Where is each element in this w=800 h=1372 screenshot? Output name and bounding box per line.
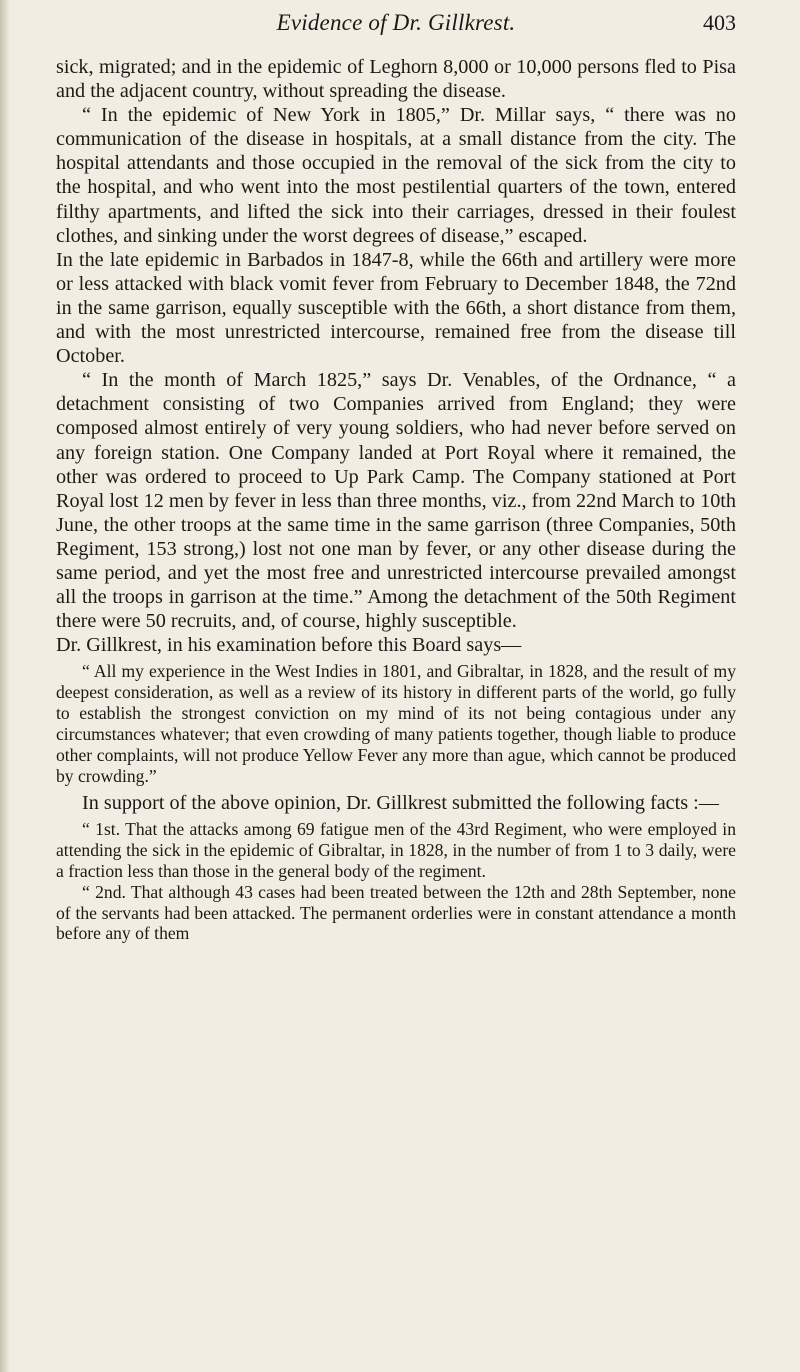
running-head: Evidence of Dr. Gillkrest. <box>276 10 516 35</box>
paragraph-barbados-epidemic: In the late epidemic in Barbados in 1847-8, while the 66th and artillery were more or less attacked with black vomit fever from February to December 1848, the 72nd in the same garrison, equally susceptible with the 66th, a short distance from them, and with the most unrestricted intercourse, remained free from the disease till October. <box>56 248 736 368</box>
paragraph-venables-report: “ In the month of March 1825,” says Dr. Venables, of the Ordnance, “ a detachment consisting of two Companies arrived from England; they were composed almost entirely of very young soldiers, who had never before served on any foreign station. One Company landed at Port Royal where it remained, the other was ordered to proceed to Up Park Camp. The Company stationed at Port Royal lost 12 men by fever in less than three months, viz., from 22nd March to 10th June, the other troops at the same time in the same garrison (three Companies, 50th Regiment, 153 strong,) lost not one man by fever, or any other disease during the same period, and yet the most free and unrestricted intercourse prevailed amongst all the troops in garrison at the time.” Among the detachment of the 50th Regiment there were 50 recruits, and, of course, highly susceptible. <box>56 369 736 633</box>
page-number: 403 <box>703 10 736 35</box>
page-body <box>56 52 736 944</box>
paragraph-gillkrest-examination: Dr. Gillkrest, in his examination before this Board says— <box>56 634 522 657</box>
paragraph-new-york-epidemic: “ In the epidemic of New York in 1805,” Dr. Millar says, “ there was no communication of the disease in hospitals, at a small distance from the city. The hospital attendants and those occupied in the removal of the sick from the city to the hospital, and who went into the most pestilential quarters of the town, entered filthy apartments, and lifted the sick into their carriages, dressed in their foulest clothes, and sinking under the worst degrees of disease,” escaped. <box>56 104 736 247</box>
quote-fact-first: “ 1st. That the attacks among 69 fatigue men of the 43rd Regiment, who were employed in attending the sick in the epidemic of Gibraltar, in 1828, in the number of from 1 to 3 daily, were a fraction less than those in the general body of the regiment. <box>56 818 736 881</box>
quote-fact-second: “ 2nd. That although 43 cases had been treated between the 12th and 28th September, none of the servants had been attacked. The permanent orderlies were in constant attendance a month before any of them <box>56 881 736 944</box>
paragraph-supporting-facts: In support of the above opinion, Dr. Gillkrest submitted the following facts :— <box>82 791 719 814</box>
page-header <box>56 0 736 52</box>
quote-gillkrest-opinion: “ All my experience in the West Indies in 1801, and Gibraltar, in 1828, and the result of my deepest consideration, as well as a review of its history in different parts of the world, go fully to establish the strongest conviction on my mind of its not being contagious under any circumstances whatever; that even crowding of many patients together, though liable to produce other complaints, will not produce Yellow Fever any more than ague, which cannot be produced by crowding.” <box>56 661 736 786</box>
paragraph-continuation: sick, migrated; and in the epidemic of Leghorn 8,000 or 10,000 persons fled to Pisa and the adjacent country, without spreading the disease. <box>56 56 736 103</box>
